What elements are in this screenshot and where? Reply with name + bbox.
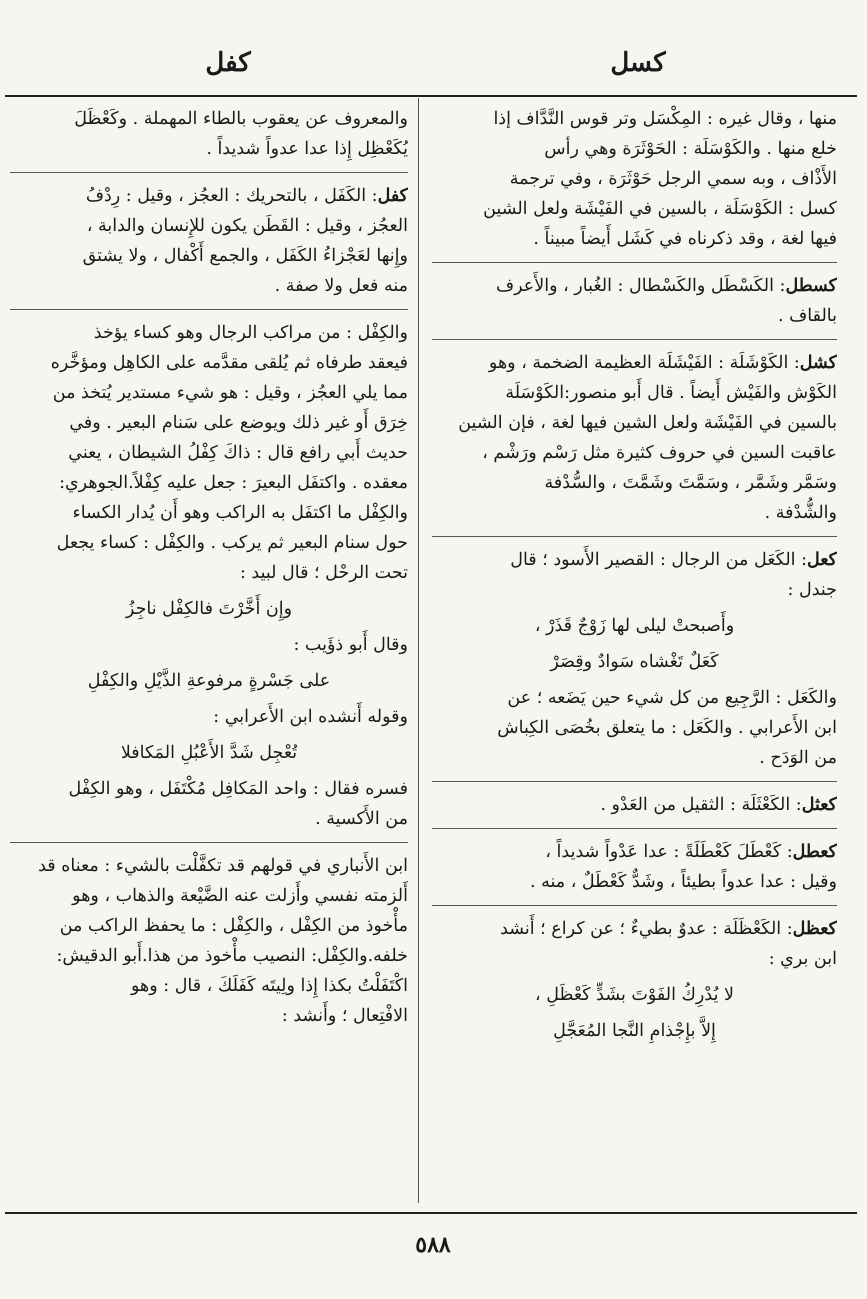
text-line: الأَذْاف ، وبه سمي الرجل حَوْثَرَة ، وفي ترجمة xyxy=(509,169,837,189)
verse-line: وإِن أَخَّرْتَ فالكِفْل ناجِزُ xyxy=(125,599,293,619)
text-line: وقيل : عدا عدواً بطيئاً ، وشَدٌّ كَعْطَلٌ ، منه . xyxy=(529,872,837,892)
entry-kazal xyxy=(432,914,837,1058)
text-line: من الأَكسية . xyxy=(315,809,408,829)
entry-kashal xyxy=(432,348,837,537)
text-line xyxy=(432,790,837,820)
entry-kaal xyxy=(432,545,837,782)
entry-text: : الكَعْظَلَة : عدوٌ بطيءٌ ؛ عن كراع ؛ أَنشد xyxy=(500,919,793,939)
text-line xyxy=(432,837,837,867)
root-word: كعظل xyxy=(792,919,837,939)
text-line: حديث أَبي رافع قال : ذاكَ كِفْلُ الشيطان ، يعني xyxy=(68,443,408,463)
page-number: ٥٨٨ xyxy=(415,1232,451,1258)
text-line: مأْخوذ من الكِفْل ، والكِفْل : ما يحفظ الراكب من xyxy=(59,916,408,936)
entry-kasal-continuation xyxy=(432,104,837,263)
bottom-rule xyxy=(5,1212,857,1214)
text-line: خلفه.والكِفْل: النصيب مأْخوذ من هذا.أَبو الدقيش: xyxy=(56,946,408,966)
entry-text: : الكَعَل من الرجال : القصير الأَسود ؛ قال xyxy=(510,550,807,570)
text-line: الكَوْش والفَيْش أَيضاً . قال أَبو منصور:الكَوْسَلَة xyxy=(505,383,837,403)
text-line: يُكَعْظِل إِذا عدا عدواً شديداً . xyxy=(206,139,408,159)
text-line: والكِفْل ما اكتفَل به الراكب وهو أَن يُدار الكساء xyxy=(72,503,408,523)
text-line: أَلزمته نفسي وأَزلت عنه الضَّيْعة والذهاب ، وهو xyxy=(72,886,408,906)
text-line: العجُز ، وقيل : القَطَن يكون للإِنسان والدابة ، xyxy=(86,216,408,236)
text-line: منها ، وقال غيره : المِكْسَل وتر قوس النَّدَّاف إذا xyxy=(493,109,837,129)
verse-line: لا يُدْرِكُ الفَوْتَ بشَدٍّ كَعْظَلِ ، xyxy=(535,985,734,1005)
text-line: ابن الأَعرابي . والكَعَل : ما يتعلق بخُصَى الكِباش xyxy=(497,718,837,738)
text-line: وسَمَّر وشَمَّر ، وسَمَّتَ وشَمَّتَ ، والسُّدْفة xyxy=(544,473,837,493)
root-word: كعثل xyxy=(801,795,837,815)
root-word: كفل xyxy=(377,186,408,206)
text-line: ابن بري : xyxy=(768,949,837,969)
text-line: معقده . واكتفَل البعيرَ : جعل عليه كِفْلاً.الجوهري: xyxy=(59,473,408,493)
entry-text: : كَعْطَلَ كَعْطَلَةً : عدا عَدْواً شديداً ، xyxy=(545,842,793,862)
root-word: كسطل xyxy=(785,276,837,296)
text-line: مما يلي العجُز ، وقيل : هو شيء مستدير يُتخذ من xyxy=(52,383,408,403)
entry-text: : الكَوْشَلَة : الفَيْشَلَة العظيمة الضخمة ، وهو xyxy=(488,353,800,373)
verse-line: وأَصبحتْ ليلى لها زَوْجٌ قَذَرْ ، xyxy=(534,616,735,636)
entry-text: : الكَعْثَلَة : الثقيل من العَدْو . xyxy=(600,795,802,815)
text-line xyxy=(432,545,837,575)
text-line: بالسين في الفَيْشَة ولعل الشين فيها لغة ، فإن الشين xyxy=(458,413,837,433)
text-line: منه فعل ولا صفة . xyxy=(274,276,408,296)
entry-kafal xyxy=(10,181,408,310)
entry-kifl xyxy=(10,318,408,843)
text-line: من الوَدَح . xyxy=(759,748,837,768)
text-line: والشُّدْفة . xyxy=(764,503,837,523)
text-line xyxy=(432,271,837,301)
text-line: الافْتِعال ؛ وأَنشد : xyxy=(281,1006,408,1026)
verse-line: إِلاَّ بإِجْذامِ النَّجا المُعَجَّلِ xyxy=(553,1021,716,1041)
top-rule xyxy=(5,95,857,97)
text-line: كسل : الكَوْسَلَة ، بالسين في الفَيْشَة ولعل الشين xyxy=(483,199,837,219)
text-line: تحت الرحْل ؛ قال لبيد : xyxy=(239,563,408,583)
entry-katal xyxy=(432,837,837,906)
text-line: خلع منها . والكَوْسَلَة : الحَوْثَرَة وهي رأس xyxy=(544,139,837,159)
right-page-headword: كسل xyxy=(610,48,666,78)
verse-line: تُعْجِل شَدَّ الأَعْبُلِ المَكافلا xyxy=(120,743,298,763)
text-line: وقال أَبو ذؤَيب : xyxy=(293,635,408,655)
text-line: حول سنام البعير ثم يركب . والكِفْل : كساء يجعل xyxy=(56,533,408,553)
text-line: فيها لغة ، وقد ذكرناه في كَشَل أَيضاً مبيناً . xyxy=(533,229,837,249)
text-line: ابن الأَنباري في قولهم قد تكفَّلْت بالشيء : معناه قد xyxy=(38,856,408,876)
right-column xyxy=(432,104,837,1204)
entry-takaffal xyxy=(10,851,408,1037)
root-word: كعل xyxy=(806,550,837,570)
root-word: كشل xyxy=(799,353,837,373)
text-line xyxy=(432,348,837,378)
verse-line: على جَسْرةٍ مرفوعةِ الذَّيْلِ والكِفْلِ xyxy=(87,671,331,691)
text-line: جندل : xyxy=(787,580,837,600)
text-line: وإِنها لعَجْزاءُ الكَفَل ، والجمع أَكْفال ، ولا يشتق xyxy=(82,246,408,266)
text-line: بالقاف . xyxy=(778,306,837,326)
text-line: والمعروف عن يعقوب بالطاء المهملة . وكَعْظَلَ xyxy=(74,109,408,129)
text-line: خِرَق أَو غير ذلك ويوضع على سَنام البعير . وفي xyxy=(69,413,408,433)
column-divider xyxy=(418,98,419,1203)
root-word: كعطل xyxy=(792,842,837,862)
text-line: عاقبت السين في حروف كثيرة مثل رَسْم ورَشْم ، xyxy=(482,443,837,463)
text-line: والكَعَل : الرَّجِيع من كل شيء حين يَضَعه ؛ عن xyxy=(507,688,837,708)
entry-kazal-continuation xyxy=(10,104,408,173)
verse-line: كَعَلٌ تَغْشاه سَوادٌ وقِصَرْ xyxy=(550,652,719,672)
text-line: والكِفْل : من مراكب الرجال وهو كساء يؤخذ xyxy=(93,323,408,343)
entry-kathal xyxy=(432,790,837,829)
entry-text: : الكَسْطَل والكَسْطال : الغُبار ، والأَعرف xyxy=(495,276,786,296)
text-line xyxy=(10,181,408,211)
text-line: وقوله أَنشده ابن الأَعرابي : xyxy=(213,707,408,727)
text-line: فيعقد طرفاه ثم يُلقى مقدَّمه على الكاهِل ومؤخَّره xyxy=(50,353,408,373)
entry-text: : الكَفَل ، بالتحريك : العجُز ، وقيل : رِدْفُ xyxy=(85,186,378,206)
left-page-headword: كفل xyxy=(205,48,251,78)
entry-kastal xyxy=(432,271,837,340)
text-line xyxy=(432,914,837,944)
left-column xyxy=(10,104,408,1204)
text-line: اكْتَفَلْتُ بكذا إِذا ولِيتَه كَفَلَكَ ، قال : وهو xyxy=(130,976,408,996)
text-line: فسره فقال : واحد المَكافِل مُكْتَفَل ، وهو الكِفْل xyxy=(68,779,408,799)
